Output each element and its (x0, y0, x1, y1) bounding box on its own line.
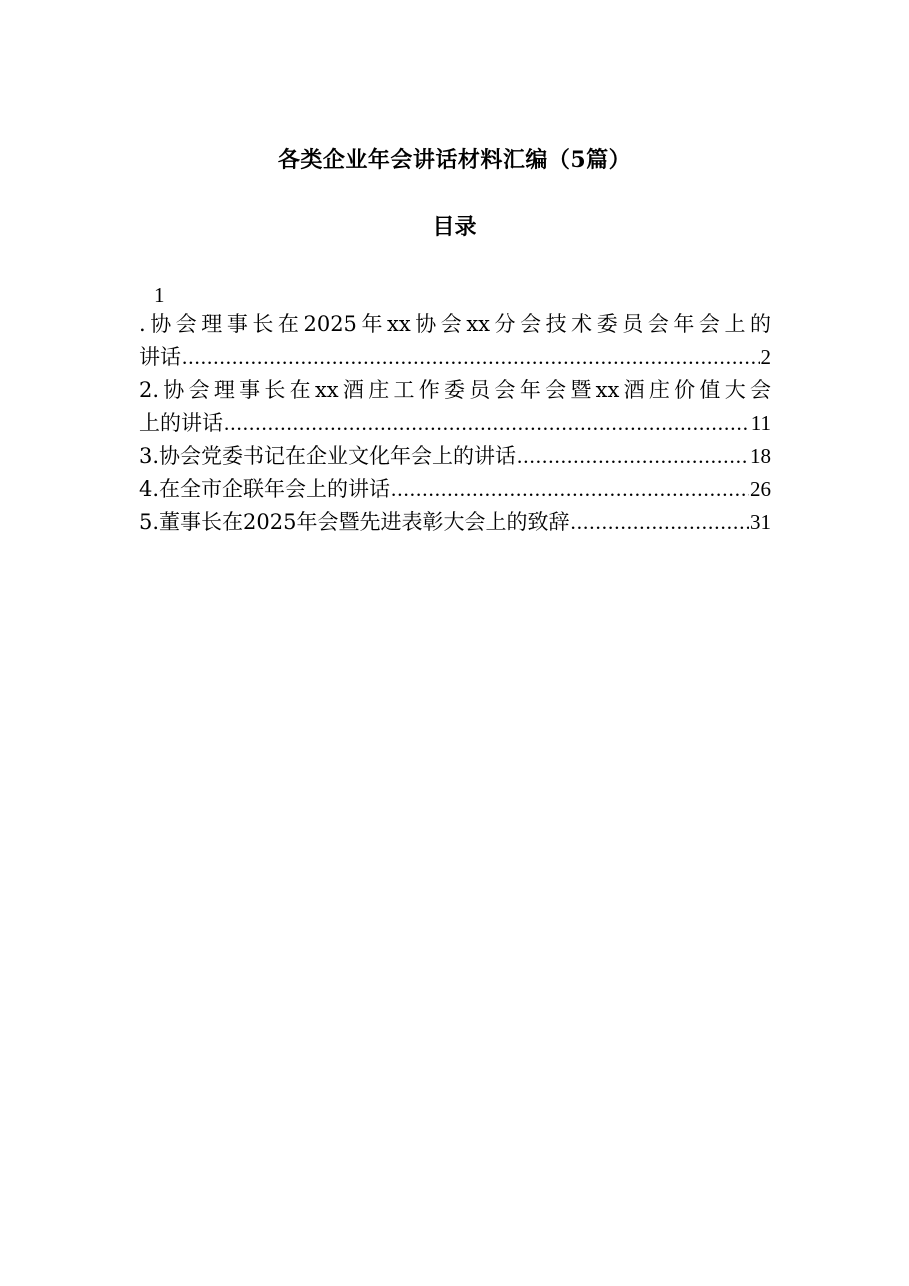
dot-leader (182, 341, 760, 374)
toc-entry-2-line2 (139, 407, 771, 440)
dot-leader (517, 440, 749, 473)
toc-entry-5[interactable] (139, 506, 771, 539)
toc-entry-2-text: 上的讲话 (139, 411, 223, 435)
toc-entry-1-page: 2 (760, 345, 771, 369)
toc-entry-2-line1: 2.协会理事长在xx酒庄工作委员会年会暨xx酒庄价值大会 (139, 378, 771, 402)
table-of-contents (139, 282, 771, 539)
toc-entry-2[interactable] (139, 374, 771, 440)
toc-entry-3-line (139, 440, 771, 473)
document-title: 各类企业年会讲话材料汇编（5篇） (277, 147, 632, 173)
toc-entry-3-text: 3.协会党委书记在企业文化年会上的讲话 (139, 444, 517, 468)
toc-entry-3[interactable] (139, 440, 771, 473)
toc-entry-4[interactable] (139, 473, 771, 506)
toc-entry-4-line (139, 473, 771, 506)
toc-entry-number: 1 (154, 283, 165, 307)
toc-heading: 目录 (432, 214, 477, 240)
dot-leader (570, 506, 749, 539)
toc-entry-5-line (139, 506, 771, 539)
toc-entry-3-page: 18 (750, 444, 771, 468)
dot-leader (224, 407, 750, 440)
toc-entry-5-text: 5.董事长在2025年会暨先进表彰大会上的致辞 (139, 510, 570, 534)
toc-entry-5-page: 31 (750, 510, 771, 534)
toc-entry-2-page: 11 (750, 411, 771, 435)
toc-entry-1-text: 讲话 (139, 345, 181, 369)
toc-entry-4-page: 26 (750, 477, 771, 501)
toc-entry-1[interactable] (139, 308, 771, 374)
dot-leader (391, 473, 749, 506)
toc-entry-1-line1: .协会理事长在2025年xx协会xx分会技术委员会年会上的 (139, 312, 771, 336)
toc-entry-1-line2 (139, 341, 771, 374)
toc-entry-4-text: 4.在全市企联年会上的讲话 (139, 477, 391, 501)
